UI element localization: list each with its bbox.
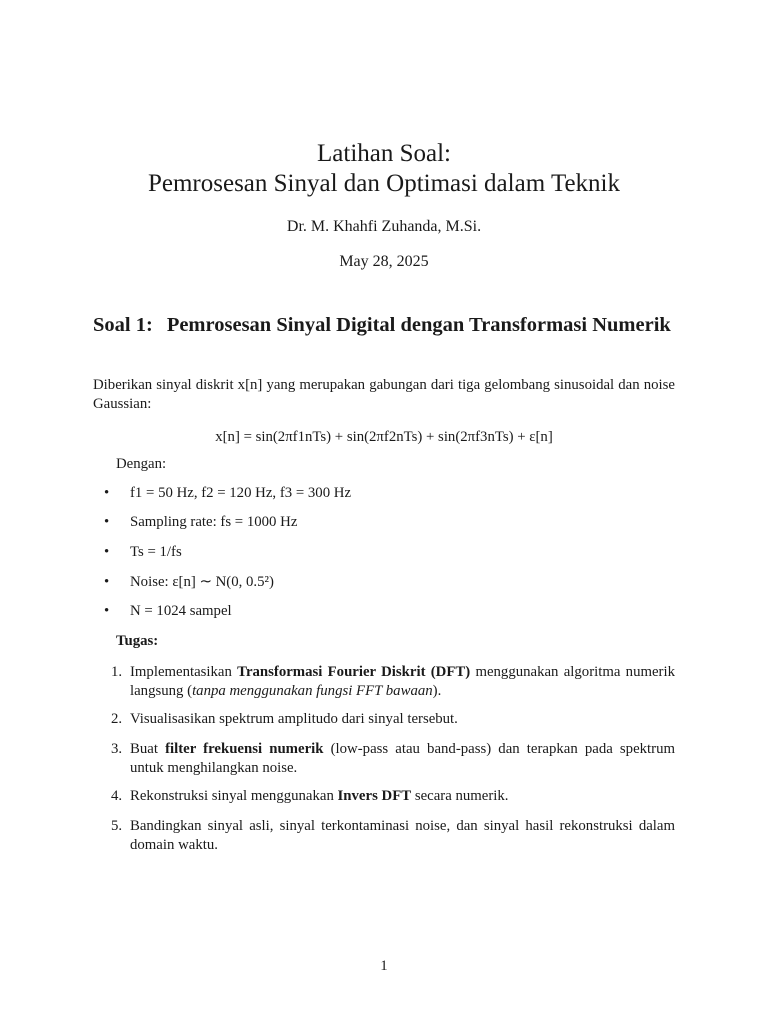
task-text-post: secara numerik. bbox=[411, 788, 509, 804]
task-text bbox=[130, 663, 675, 701]
given-label: Dengan: bbox=[116, 456, 167, 472]
task-text bbox=[130, 740, 675, 778]
task-text-italic: tanpa menggunakan fungsi FFT bawaan bbox=[192, 683, 433, 699]
bullet-icon: • bbox=[104, 485, 110, 501]
given-item bbox=[104, 485, 351, 502]
bullet-icon: • bbox=[104, 514, 110, 530]
section-number: Soal 1: bbox=[93, 314, 153, 336]
given-item bbox=[104, 544, 182, 561]
given-item-text: f1 = 50 Hz, f2 = 120 Hz, f3 = 300 Hz bbox=[130, 485, 352, 501]
given-item bbox=[104, 603, 232, 620]
task-text-post: menggunakan algoritma numerik langsung ( bbox=[130, 664, 675, 699]
signal-equation: x[n] = sin(2πf1nTs) + sin(2πf2nTs) + sin(2πf3nTs) + ε[n] bbox=[215, 429, 553, 445]
task-item bbox=[111, 663, 675, 701]
task-number: 4. bbox=[111, 788, 123, 804]
task-text-pre: Rekonstruksi sinyal menggunakan bbox=[130, 788, 338, 804]
section-heading bbox=[93, 312, 683, 339]
author-name: Dr. M. Khahfi Zuhanda, M.Si. bbox=[286, 218, 482, 235]
task-text-pre: Implementasikan bbox=[130, 664, 238, 680]
task-item bbox=[111, 817, 675, 855]
task-item bbox=[111, 787, 675, 806]
task-text-bold: filter frekuensi numerik bbox=[165, 741, 324, 757]
given-item-text: Ts = 1/fs bbox=[130, 544, 182, 560]
task-text-end: ). bbox=[432, 683, 442, 699]
task-text-bold: Invers DFT bbox=[337, 788, 412, 804]
document-title-line2: Pemrosesan Sinyal dan Optimasi dalam Teknik bbox=[147, 170, 621, 197]
task-item bbox=[111, 740, 675, 778]
given-item-text: N = 1024 sampel bbox=[130, 603, 232, 619]
task-number: 5. bbox=[111, 818, 123, 834]
page-number: 1 bbox=[380, 958, 388, 974]
document-date: May 28, 2025 bbox=[339, 253, 429, 270]
intro-paragraph: Diberikan sinyal diskrit x[n] yang merupakan gabungan dari tiga gelombang sinusoidal dan noise Gaussian: bbox=[93, 377, 675, 412]
given-item bbox=[104, 514, 297, 531]
given-item-text: Sampling rate: fs = 1000 Hz bbox=[130, 514, 298, 530]
tasks-label: Tugas: bbox=[116, 633, 159, 649]
task-text-post: (low-pass atau band-pass) dan terapkan pada spektrum untuk menghilangkan noise. bbox=[130, 741, 675, 776]
task-item bbox=[111, 710, 675, 729]
task-text: Bandingkan sinyal asli, sinyal terkontaminasi noise, dan sinyal hasil rekonstruksi dalam domain waktu. bbox=[130, 818, 675, 853]
task-text-bold: Transformasi Fourier Diskrit (DFT) bbox=[237, 664, 471, 680]
bullet-icon: • bbox=[104, 574, 110, 590]
given-item bbox=[104, 573, 274, 591]
bullet-icon: • bbox=[104, 544, 110, 560]
task-text-pre: Buat bbox=[130, 741, 166, 757]
task-text bbox=[130, 787, 675, 806]
document-title-line1: Latihan Soal: bbox=[317, 140, 451, 167]
task-number: 2. bbox=[111, 711, 123, 727]
section-title: Pemrosesan Sinyal Digital dengan Transformasi Numerik bbox=[166, 314, 671, 336]
given-item-text: Noise: ε[n] ∼ N(0, 0.5²) bbox=[130, 574, 274, 590]
task-number: 3. bbox=[111, 741, 123, 757]
bullet-icon: • bbox=[104, 603, 110, 619]
task-number: 1. bbox=[111, 664, 123, 680]
task-text: Visualisasikan spektrum amplitudo dari sinyal tersebut. bbox=[130, 711, 458, 727]
